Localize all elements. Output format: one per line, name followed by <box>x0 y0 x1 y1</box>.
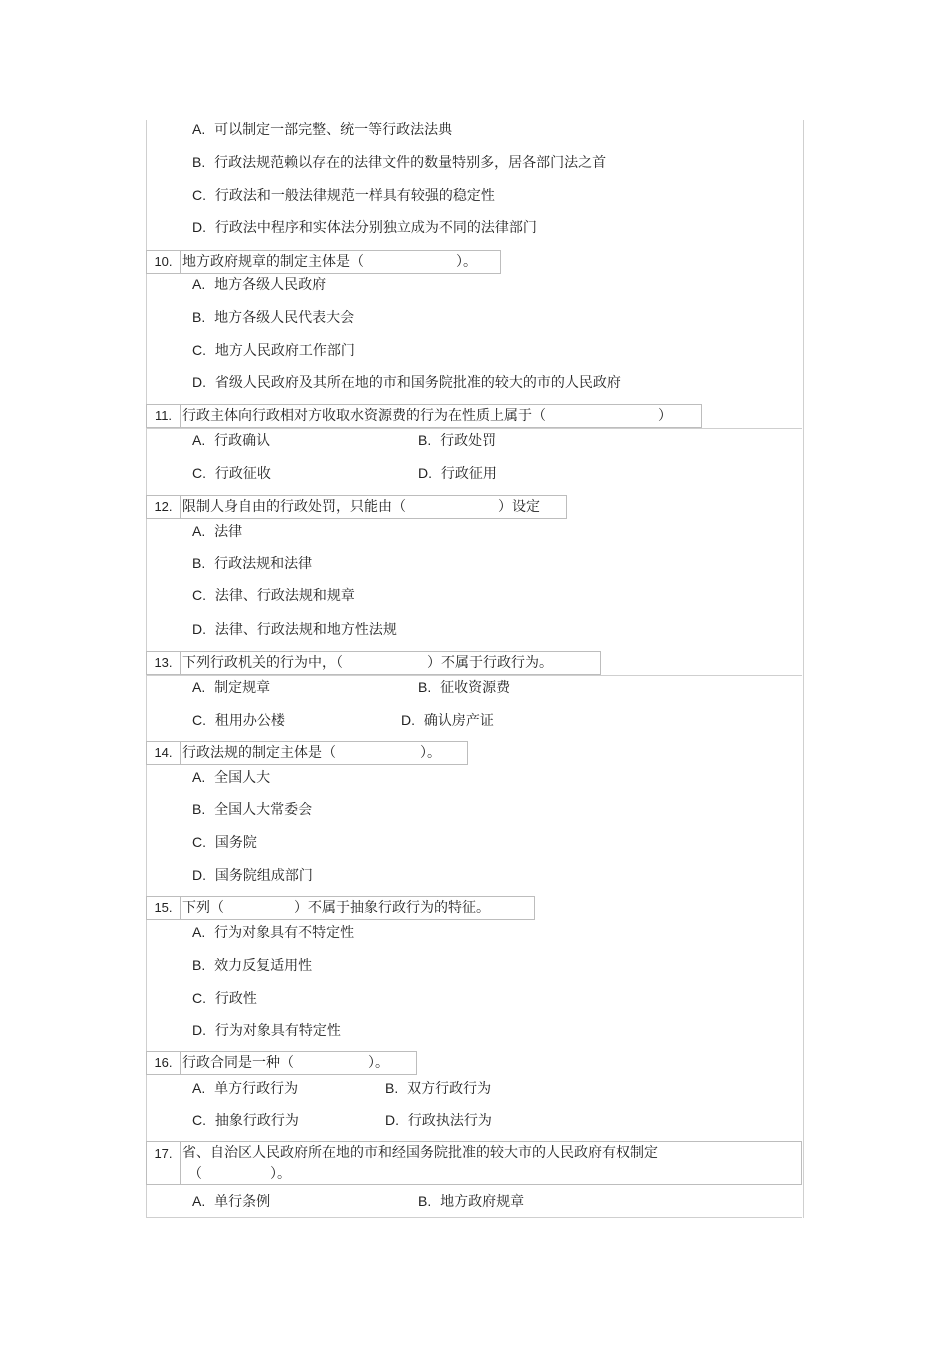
question-number: 15. <box>147 897 181 919</box>
question-stem: 行政主体向行政相对方收取水资源费的行为在性质上属于（ ） <box>182 408 672 424</box>
option-13b: B. 征收资源费 <box>418 679 511 696</box>
question-11 <box>146 404 702 428</box>
option-9b: B. 行政法规范赖以存在的法律文件的数量特别多，居各部门法之首 <box>192 154 607 171</box>
option-10a: A. 地方各级人民政府 <box>192 276 327 293</box>
option-14a: A. 全国人大 <box>192 769 271 786</box>
divider <box>146 428 802 429</box>
bottom-divider <box>146 1217 802 1218</box>
option-11c: C. 行政征收 <box>192 465 271 482</box>
question-stem: 限制人身自由的行政处罚，只能由（ ）设定 <box>182 499 540 515</box>
option-9d: D. 行政法中程序和实体法分别独立成为不同的法律部门 <box>192 219 537 236</box>
option-13c: C. 租用办公楼 <box>192 712 285 729</box>
option-17b: B. 地方政府规章 <box>418 1193 525 1210</box>
question-number: 13. <box>147 652 181 674</box>
question-number: 12. <box>147 496 181 518</box>
question-number: 14. <box>147 742 181 764</box>
question-number: 17. <box>147 1142 181 1184</box>
option-10c: C. 地方人民政府工作部门 <box>192 342 355 359</box>
option-16a: A. 单方行政行为 <box>192 1080 299 1097</box>
question-10 <box>146 250 501 274</box>
question-stem: 下列行政机关的行为中，（ ）不属于行政行为。 <box>182 655 553 671</box>
question-16 <box>146 1051 417 1075</box>
option-17a: A. 单行条例 <box>192 1193 271 1210</box>
option-13d: D. 确认房产证 <box>401 712 494 729</box>
option-11d: D. 行政征用 <box>418 465 497 482</box>
option-12b: B. 行政法规和法律 <box>192 555 313 572</box>
option-14c: C. 国务院 <box>192 834 257 851</box>
question-number: 16. <box>147 1052 181 1074</box>
option-16b: B. 双方行政行为 <box>385 1080 492 1097</box>
option-16c: C. 抽象行政行为 <box>192 1112 299 1129</box>
option-16d: D. 行政执法行为 <box>385 1112 492 1129</box>
question-stem: 行政法规的制定主体是（ ）。 <box>182 745 441 761</box>
divider <box>146 675 802 676</box>
option-12d: D. 法律、行政法规和地方性法规 <box>192 621 397 638</box>
option-11b: B. 行政处罚 <box>418 432 497 449</box>
question-stem: 下列（ ）不属于抽象行政行为的特征。 <box>182 900 490 916</box>
question-12 <box>146 495 567 519</box>
option-9c: C. 行政法和一般法律规范一样具有较强的稳定性 <box>192 187 495 204</box>
question-stem: 省、自治区人民政府所在地的市和经国务院批准的较大市的人民政府有权制定 （ ）。 <box>182 1145 658 1182</box>
option-10b: B. 地方各级人民代表大会 <box>192 309 355 326</box>
option-12a: A. 法律 <box>192 523 243 540</box>
question-15 <box>146 896 535 920</box>
question-14 <box>146 741 468 765</box>
question-stem: 地方政府规章的制定主体是（ ）。 <box>182 254 477 270</box>
question-17 <box>146 1141 802 1185</box>
option-13a: A. 制定规章 <box>192 679 271 696</box>
question-13 <box>146 651 601 675</box>
option-14b: B. 全国人大常委会 <box>192 801 313 818</box>
option-11a: A. 行政确认 <box>192 432 271 449</box>
option-15a: A. 行为对象具有不特定性 <box>192 924 355 941</box>
option-15d: D. 行为对象具有特定性 <box>192 1022 341 1039</box>
option-15b: B. 效力反复适用性 <box>192 957 313 974</box>
option-10d: D. 省级人民政府及其所在地的市和国务院批准的较大的市的人民政府 <box>192 374 621 391</box>
option-14d: D. 国务院组成部门 <box>192 867 313 884</box>
option-12c: C. 法律、行政法规和规章 <box>192 587 355 604</box>
option-15c: C. 行政性 <box>192 990 257 1007</box>
question-stem: 行政合同是一种（ ）。 <box>182 1055 389 1071</box>
question-number: 11. <box>147 405 181 427</box>
option-9a: A. 可以制定一部完整、统一等行政法法典 <box>192 121 453 138</box>
question-number: 10. <box>147 251 181 273</box>
